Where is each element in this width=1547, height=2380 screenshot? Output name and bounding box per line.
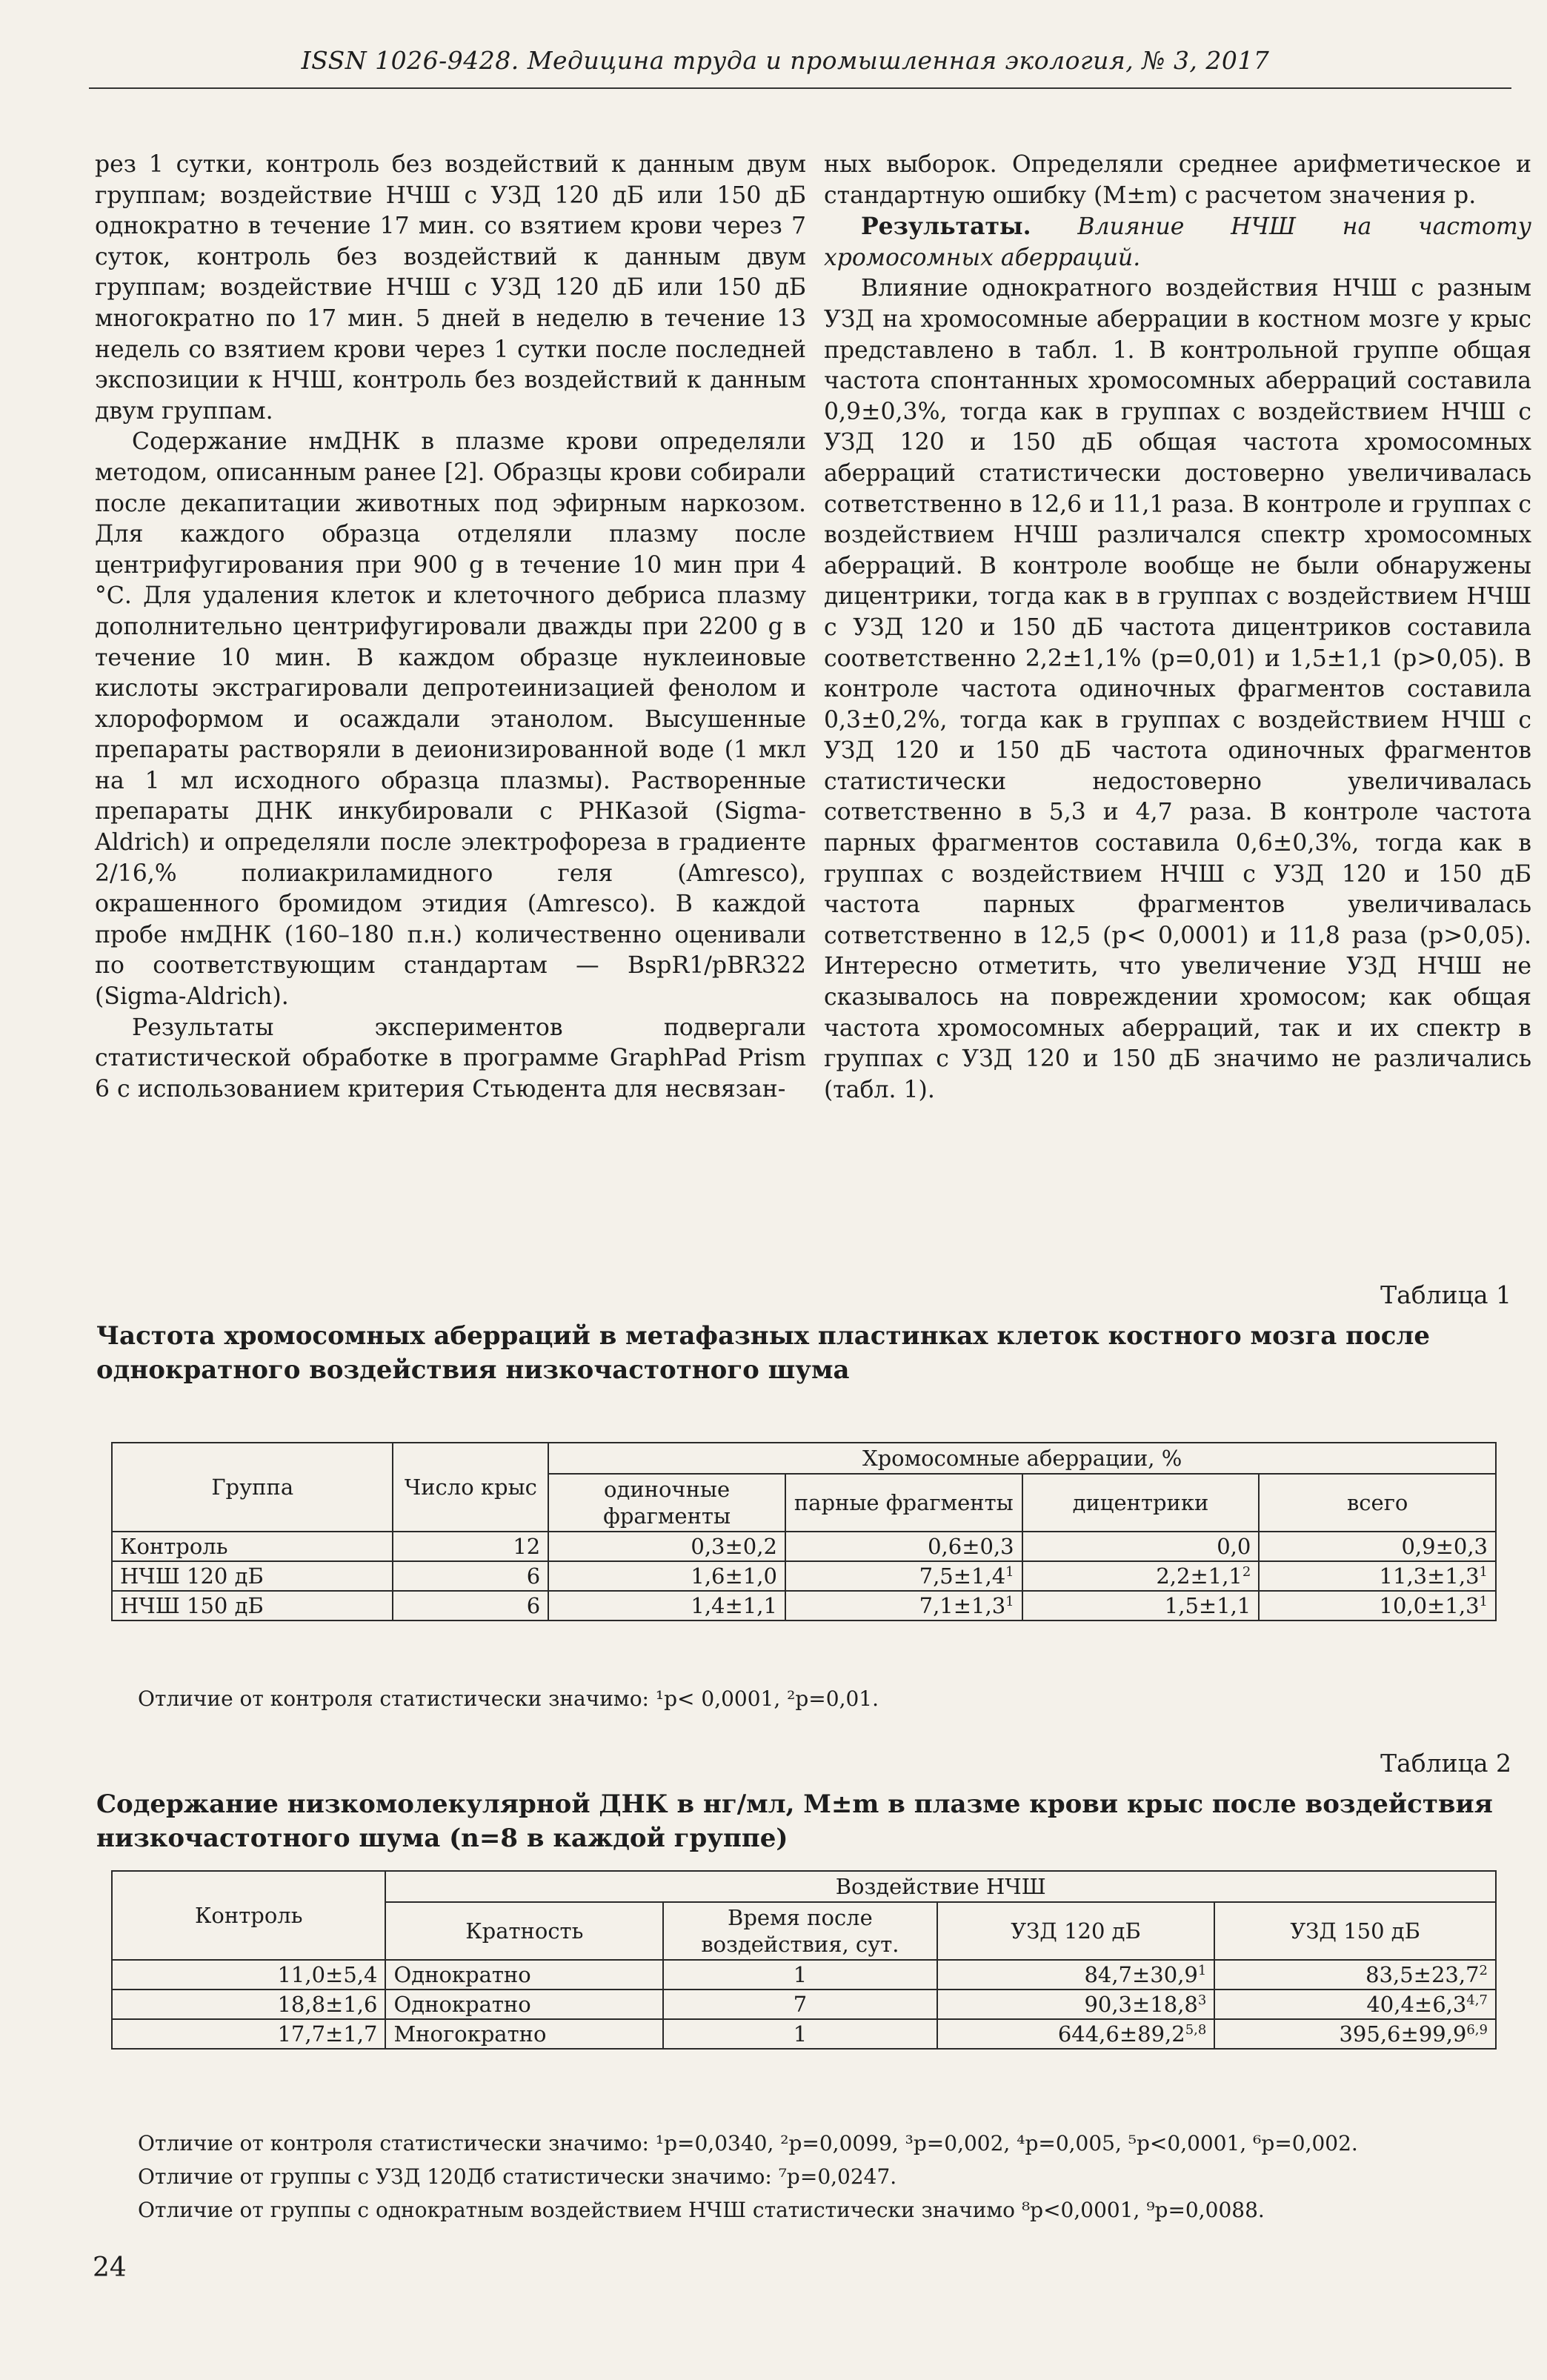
table2-cell-control: 18,8±1,6 <box>112 1990 385 2019</box>
table2-footnote-2: Отличие от группы с УЗД 120Дб статистически значимо: ⁷p=0,0247. <box>138 2164 897 2189</box>
right-paragraph-1: ных выборок. Определяли среднее арифметическое и стандартную ошибку (M±m) с расчетом значения p. <box>824 151 1531 209</box>
journal-header: ISSN 1026-9428. Медицина труда и промышленная экология, № 3, 2017 <box>301 46 1270 75</box>
table1-cell-rats: 6 <box>393 1591 548 1621</box>
table-row <box>112 1561 1496 1591</box>
table1-cell-paired: $7,1\pm 1,3^1$ <box>785 1591 1022 1621</box>
table2-cell-time: 7 <box>663 1990 937 2019</box>
table1-cell-single: 1,6±1,0 <box>548 1561 785 1591</box>
table2-cell-multiplicity: Однократно <box>385 1960 663 1990</box>
table-row <box>112 1532 1496 1561</box>
table1-cell-total: $10,0\pm 1,3^1$ <box>1259 1591 1496 1621</box>
table2-cell-multiplicity: Многократно <box>385 2019 663 2049</box>
table-row <box>112 1591 1496 1621</box>
table2-footnote-1: Отличие от контроля статистически значимо: ¹p=0,0340, ²p=0,0099, ³p=0,002, ⁴p=0,005, ⁵p<0,0001, ⁶p=0,002. <box>138 2131 1358 2155</box>
header-divider <box>89 87 1511 89</box>
table2-cell-multiplicity: Однократно <box>385 1990 663 2019</box>
table2-header-time: Время после воздействия, сут. <box>663 1902 937 1960</box>
table2-caption: Таблица 2 <box>1380 1749 1511 1778</box>
table2-cell-150: $83,5\pm 23,7^2$ <box>1214 1960 1496 1990</box>
table2-cell-time: 1 <box>663 2019 937 2049</box>
table1-cell-paired: 0,6±0,3 <box>785 1532 1022 1561</box>
table-row <box>112 1990 1496 2019</box>
table1-cell-rats: 6 <box>393 1561 548 1591</box>
table1-cell-group: НЧШ 120 дБ <box>112 1561 393 1591</box>
left-paragraph-1: рез 1 сутки, контроль без воздействий к данным двум группам; воздействие НЧШ с УЗД 120 дБ или 150 дБ однократно в течение 17 мин. со взятием крови через 7 суток, контроль без воздействий к данным двум группам; воздействие НЧШ с УЗД 120 дБ или 150 дБ многократно по 17 мин. 5 дней в неделю в течение 13 недель со взятием крови через 1 сутки после последней экспозиции к НЧШ, контроль без воздействий к данным двум группам. <box>95 151 806 425</box>
table2-cell-150: $395,6\pm 99,9^{6,9}$ <box>1214 2019 1496 2049</box>
table2-cell-120: $644,6\pm 89,2^{5,8}$ <box>937 2019 1215 2049</box>
table2-header-exposure: Воздействие НЧШ <box>385 1871 1496 1902</box>
table1-cell-single: 0,3±0,2 <box>548 1532 785 1561</box>
results-heading <box>824 211 1531 273</box>
table2-cell-control: 17,7±1,7 <box>112 2019 385 2049</box>
table1-header-dicentric: дицентрики <box>1022 1474 1260 1532</box>
page-number: 24 <box>93 2253 127 2283</box>
table1-cell-group: Контроль <box>112 1532 393 1561</box>
table2-cell-time: 1 <box>663 1960 937 1990</box>
results-subtitle: Влияние НЧШ на частоту хромосомных аберраций. <box>824 213 1531 271</box>
right-column <box>824 150 1531 1106</box>
table1-cell-dicentric: $2,2\pm 1,1^2$ <box>1022 1561 1260 1591</box>
table1-title: Частота хромосомных аберраций в метафазных пластинках клеток костного мозга после однократного воздействия низкочастотного шума <box>96 1321 1431 1385</box>
table2-header-multiplicity: Кратность <box>385 1902 663 1960</box>
table1-cell-rats: 12 <box>393 1532 548 1561</box>
table1-header-total: всего <box>1259 1474 1496 1532</box>
table1-cell-paired: $7,5\pm 1,4^1$ <box>785 1561 1022 1591</box>
table1-cell-dicentric: 1,5±1,1 <box>1022 1591 1260 1621</box>
table2-cell-120: $84,7\pm 30,9^1$ <box>937 1960 1215 1990</box>
table1-cell-dicentric: 0,0 <box>1022 1532 1260 1561</box>
results-label: Результаты. <box>861 213 1031 241</box>
table1-header-rats: Число крыс <box>393 1443 548 1532</box>
table2-cell-150: $40,4\pm 6,3^{4,7}$ <box>1214 1990 1496 2019</box>
right-paragraph-2: Влияние однократного воздействия НЧШ с разным УЗД на хромосомные аберрации в костном мозге у крыс представлено в табл. 1. В контрольной группе общая частота спонтанных хромосомных аберраций составила 0,9±0,3%, тогда как в группах с воздействием НЧШ с УЗД 120 и 150 дБ общая частота хромосомных аберраций статистически достоверно увеличивалась сответственно в 12,6 и 11,1 раза. В контроле и группах с воздействием НЧШ различался спектр хромосомных аберраций. В контроле вообще не были обнаружены дицентрики, тогда как в в группах с воздействием НЧШ с УЗД 120 и 150 дБ частота дицентриков составила соответственно 2,2±1,1% (p=0,01) и 1,5±1,1 (p>0,05). В контроле частота одиночных фрагментов составила 0,3±0,2%, тогда как в группах с воздействием НЧШ с УЗД 120 и 150 дБ частота одиночных фрагментов статистически недостоверно увеличивалась сответственно в 5,3 и 4,7 раза. В контроле частота парных фрагментов составила 0,6±0,3%, тогда как в группах с воздействием НЧШ с УЗД 120 и 150 дБ частота парных фрагментов увеличивалась сответственно в 12,5 (p< 0,0001) и 11,8 раза (p>0,05). Интересно отметить, что увеличение УЗД НЧШ не сказывалось на повреждении хромосом; как общая частота хромосомных аберраций, так и их спектр в группах с УЗД 120 и 150 дБ значимо не различались (табл. 1). <box>824 275 1531 1103</box>
left-paragraph-2: Содержание нмДНК в плазме крови определяли методом, описанным ранее [2]. Образцы крови собирали после декапитации животных под эфирным наркозом. Для каждого образца отделяли плазму после центрифугирования при 900 g в течение 10 мин при 4 °С. Для удаления клеток и клеточного дебриса плазму дополнительно центрифугировали дважды при 2200 g в течение 10 мин. В каждом образце нуклеиновые кислоты экстрагировали депротеинизацией фенолом и хлороформом и осаждали этанолом. Высушенные препараты растворяли в деионизированной воде (1 мкл на 1 мл исходного образца плазмы). Растворенные препараты ДНК инкубировали с РНКазой (Sigma-Aldrich) и определяли после электрофореза в градиенте 2/16,% полиакриламидного геля (Amresco), окрашенного бромидом этидия (Amresco). В каждой пробе нмДНК (160–180 п.н.) количественно оценивали по соответствующим стандартам — BspR1/pBR322 (Sigma-Aldrich). <box>95 428 806 1011</box>
table1-caption: Таблица 1 <box>1380 1280 1511 1309</box>
table1-header-single: одиночные фрагменты <box>548 1474 785 1532</box>
table1-cell-single: 1,4±1,1 <box>548 1591 785 1621</box>
table2-cell-120: $90,3\pm 18,8^3$ <box>937 1990 1215 2019</box>
table2-cell-control: 11,0±5,4 <box>112 1960 385 1990</box>
table2-header-control: Контроль <box>112 1871 385 1960</box>
table1-header-group: Группа <box>112 1443 393 1532</box>
table1-cell-total: 0,9±0,3 <box>1259 1532 1496 1561</box>
table1-footnote: Отличие от контроля статистически значимо: ¹p< 0,0001, ²p=0,01. <box>138 1686 879 1711</box>
table2-header-120: УЗД 120 дБ <box>937 1902 1215 1960</box>
table1 <box>111 1442 1497 1621</box>
table2-footnote-3: Отличие от группы с однократным воздействием НЧШ статистически значимо ⁸p<0,0001, ⁹p=0,0088. <box>138 2198 1265 2222</box>
table1-header-aberrations: Хромосомные аберрации, % <box>548 1443 1496 1474</box>
left-paragraph-3: Результаты экспериментов подвергали статистической обработке в программе GraphPad Prism 6 с использованием критерия Стьюдента для несвязан- <box>95 1014 806 1103</box>
table1-cell-group: НЧШ 150 дБ <box>112 1591 393 1621</box>
table1-header-paired: парные фрагменты <box>785 1474 1022 1532</box>
table2 <box>111 1870 1497 2050</box>
table-row <box>112 2019 1496 2049</box>
table2-title: Содержание низкомолекулярной ДНК в нг/мл, M±m в плазме крови крыс после воздействия низкочастотного шума (n=8 в каждой группе) <box>96 1789 1493 1853</box>
table1-cell-total: $11,3\pm 1,3^1$ <box>1259 1561 1496 1591</box>
table-row <box>112 1960 1496 1990</box>
table2-header-150: УЗД 150 дБ <box>1214 1902 1496 1960</box>
left-column <box>95 150 806 1105</box>
